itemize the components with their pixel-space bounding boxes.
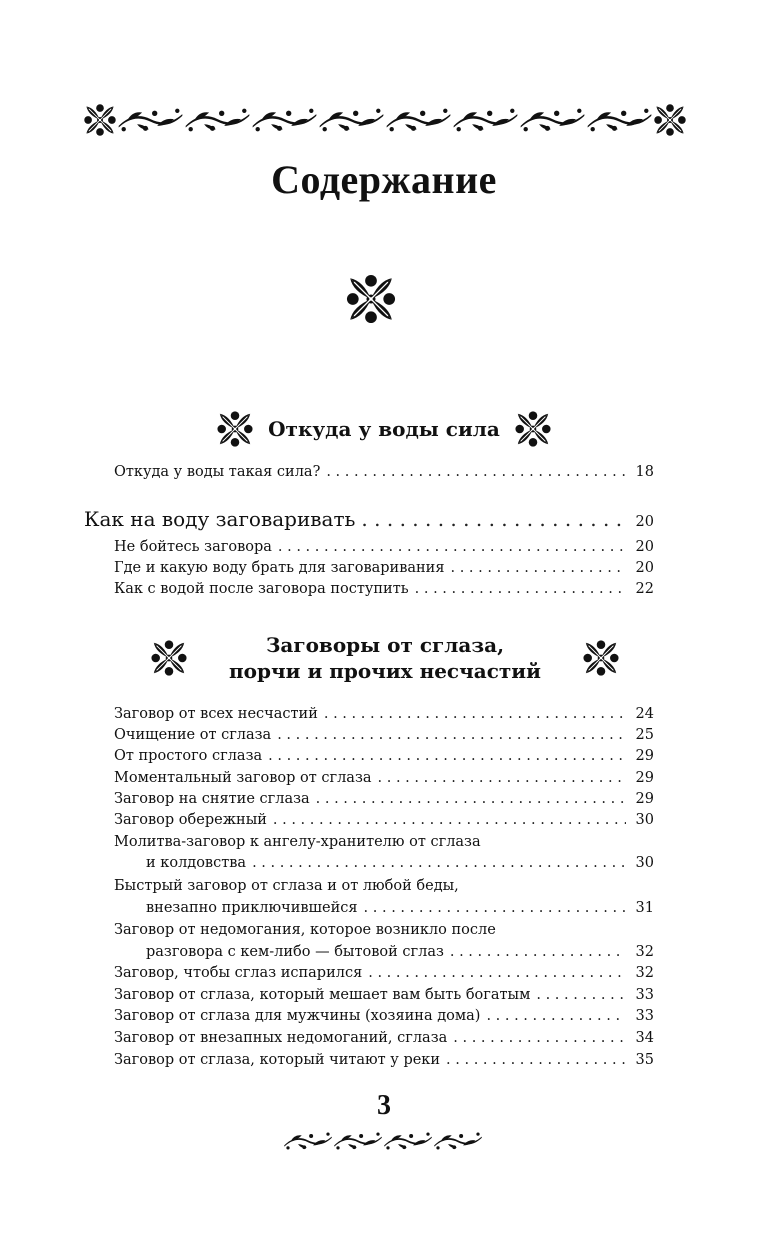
toc-entry-first-line[interactable]: Быстрый заговор от сглаза и от любой беды, (114, 878, 459, 894)
leader-dots (446, 1049, 626, 1071)
four-petal-flower-icon (514, 410, 552, 448)
toc-entry-page: 34 (635, 1030, 654, 1046)
toc-entry-page: 35 (635, 1052, 654, 1068)
leader-dots (364, 897, 626, 919)
toc-entry-page: 24 (635, 706, 654, 722)
four-petal-flower-icon (83, 103, 117, 137)
toc-entry-page: 18 (635, 464, 654, 480)
top-decorative-border (83, 100, 687, 140)
toc-entry-label: Откуда у воды такая сила? (114, 464, 321, 480)
four-petal-flower-icon (653, 103, 687, 137)
toc-entry-page: 22 (635, 581, 654, 597)
toc-entry[interactable] (114, 788, 654, 810)
four-petal-flower-icon (150, 639, 188, 677)
toc-entry-page: 20 (635, 539, 654, 555)
toc-entry[interactable] (114, 809, 654, 831)
leader-dots (273, 809, 626, 831)
leader-dots (324, 703, 626, 725)
toc-entry-page: 29 (635, 748, 654, 764)
toc-entry[interactable] (114, 1049, 654, 1071)
leader-dots (316, 788, 626, 810)
toc-entry-label: Заговор от сглаза, который мешает вам быть богатым (114, 987, 531, 1003)
four-petal-flower-icon (216, 410, 254, 448)
leader-dots (368, 962, 626, 984)
toc-entry-label: Моментальный заговор от сглаза (114, 770, 372, 786)
toc-entry-label: Заговор от внезапных недомоганий, сглаза (114, 1030, 448, 1046)
leader-dots (486, 1005, 626, 1027)
leader-dots (278, 536, 626, 558)
toc-entry-page: 29 (635, 791, 654, 807)
leader-dots (450, 557, 626, 579)
floral-vine-border-icon (117, 103, 653, 137)
toc-entry[interactable] (114, 1005, 654, 1027)
toc-entry[interactable] (114, 461, 654, 483)
leader-dots (450, 941, 626, 963)
toc-entry-label: внезапно приключившейся (146, 900, 358, 916)
toc-entry[interactable] (146, 941, 654, 963)
toc-entry-label: Заговор от сглаза для мужчины (хозяина дома) (114, 1008, 481, 1024)
toc-entry-label: Очищение от сглаза (114, 727, 272, 743)
four-petal-flower-icon (345, 273, 397, 325)
toc-entry[interactable] (114, 578, 654, 600)
toc-chapter[interactable] (84, 505, 654, 536)
toc-entry-label: Заговор от сглаза, который читают у реки (114, 1052, 441, 1068)
section-heading-text: Откуда у воды сила (268, 417, 500, 441)
toc-entry[interactable] (114, 703, 654, 725)
toc-entry-page: 29 (635, 770, 654, 786)
toc-entry-label: Заговор, чтобы сглаз испарился (114, 965, 363, 981)
toc-entry[interactable] (114, 767, 654, 789)
four-petal-flower-icon (582, 639, 620, 677)
leader-dots (378, 767, 626, 789)
leader-dots (268, 745, 626, 767)
toc-entry-label: Заговор обережный (114, 812, 267, 828)
toc-entry-page: 32 (635, 965, 654, 981)
leader-dots (326, 461, 626, 483)
toc-entry-label: разговора с кем-либо — бытовой сглаз (146, 944, 444, 960)
toc-entry[interactable] (114, 724, 654, 746)
toc-entry-page: 25 (635, 727, 654, 743)
page-title: Содержание (271, 157, 497, 202)
toc-entry[interactable] (146, 852, 654, 874)
toc-entry-label: и колдовства (146, 855, 247, 871)
toc-entry-label: Не бойтесь заговора (114, 539, 272, 555)
section-heading-line: порчи и прочих несчастий (229, 659, 541, 683)
section-heading-water-power (0, 410, 768, 448)
toc-entry-label: Заговор от всех несчастий (114, 706, 318, 722)
toc-entry[interactable] (114, 557, 654, 579)
toc-entry-page: 30 (635, 812, 654, 828)
leader-dots (453, 1027, 626, 1049)
toc-entry-label: Как с водой после заговора поступить (114, 581, 409, 597)
section-heading-line: Заговоры от сглаза, (265, 633, 505, 657)
toc-entry-label: Где и какую воду брать для заговаривания (114, 560, 445, 576)
leader-dots (252, 852, 626, 874)
toc-entry[interactable] (114, 962, 654, 984)
toc-entry-page: 31 (635, 900, 654, 916)
toc-entry[interactable] (146, 897, 654, 919)
leader-dots (536, 984, 626, 1006)
leader-dots (277, 724, 626, 746)
toc-chapter-label: Как на воду заговаривать (84, 507, 356, 531)
toc-entry-page: 20 (635, 560, 654, 576)
toc-entry-label: От простого сглаза (114, 748, 263, 764)
leader-dots (361, 505, 626, 533)
toc-entry[interactable] (114, 984, 654, 1006)
toc-entry-first-line[interactable]: Заговор от недомогания, которое возникло после (114, 922, 496, 938)
leader-dots (415, 578, 626, 600)
floral-vine-border-icon (283, 1125, 483, 1157)
toc-chapter-page: 20 (635, 514, 654, 530)
toc-entry-first-line[interactable]: Молитва-заговор к ангелу-хранителю от сглаза (114, 834, 481, 850)
toc-entry[interactable] (114, 536, 654, 558)
toc-entry[interactable] (114, 1027, 654, 1049)
toc-entry[interactable] (114, 745, 654, 767)
toc-entry-page: 33 (635, 987, 654, 1003)
section-heading-evil-eye (150, 630, 620, 686)
page-number: 3 (377, 1090, 391, 1121)
toc-entry-label: Заговор на снятие сглаза (114, 791, 310, 807)
toc-entry-page: 32 (635, 944, 654, 960)
toc-entry-page: 33 (635, 1008, 654, 1024)
toc-entry-page: 30 (635, 855, 654, 871)
